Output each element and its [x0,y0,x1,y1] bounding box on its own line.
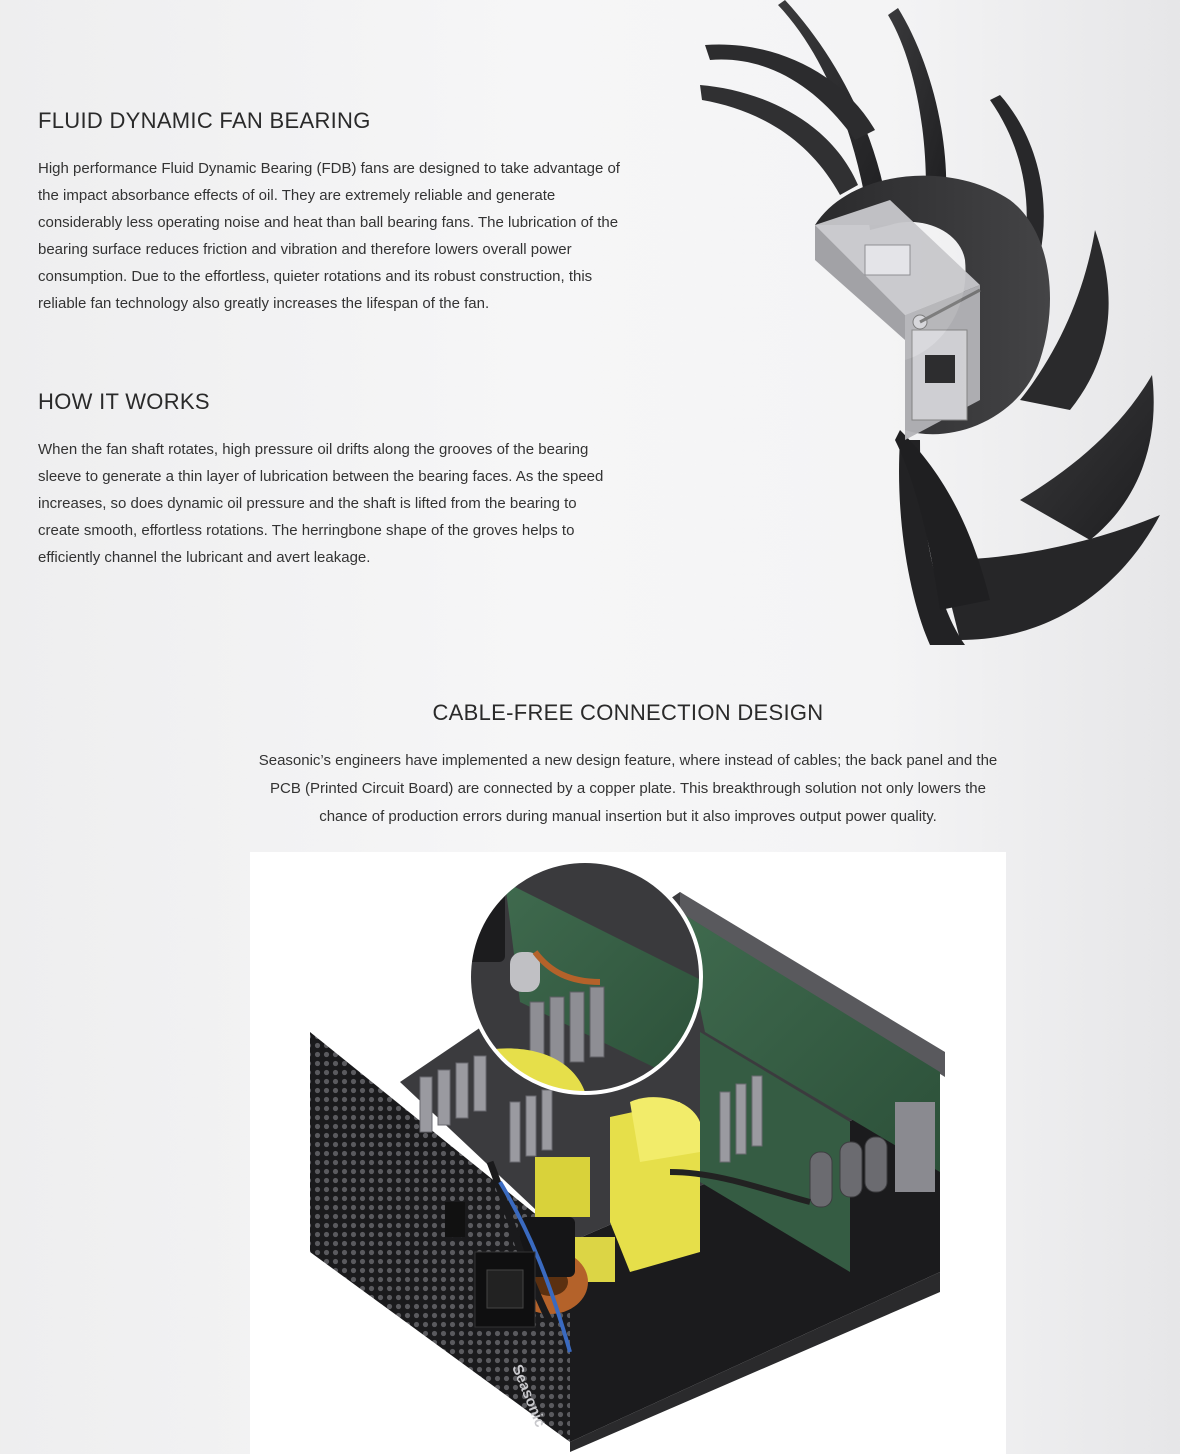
how-it-works-description: When the fan shaft rotates, high pressure oil drifts along the grooves of the bearing sleeve to generate a thin layer of lubrication between the bearing faces. As the speed increases, so does dynamic oil pressure and the shaft is lifted from the bearing to create smooth, effortless rotations. The herringbone shape of the groves helps to efficiently channel the lubricant and avert leakage. [38,441,604,566]
psu-cutaway-illustration [250,852,1006,1454]
fdb-section-title: FLUID DYNAMIC FAN BEARING [38,108,371,133]
psu-brand-mark: Seasonic [508,1362,549,1430]
cable-free-description: Seasonic’s engineers have implemented a new design feature, where instead of cables; the back panel and the PCB (Printed Circuit Board) are connected by a copper plate. This breakthrough solution not only lowers the chance of production errors during manual insertion but it also improves output power quality. [258,752,998,825]
cable-free-title: CABLE-FREE CONNECTION DESIGN [432,700,824,725]
how-it-works-title: HOW IT WORKS [38,389,210,414]
fdb-description: High performance Fluid Dynamic Bearing (FDB) fans are designed to take advantage of the impact absorbance effects of oil. They are extremely reliable and generate considerably less operating noise and heat than ball bearing fans. The lubrication of the bearing surface reduces friction and vibration and therefore lowers overall power consumption. Due to the effortless, quieter rotations and its robust construction, this reliable fan technology also greatly increases the lifespan of the fan. [38,160,620,312]
psu-illustration-panel [250,852,1006,1454]
fan-bearing-illustration [690,0,1180,660]
